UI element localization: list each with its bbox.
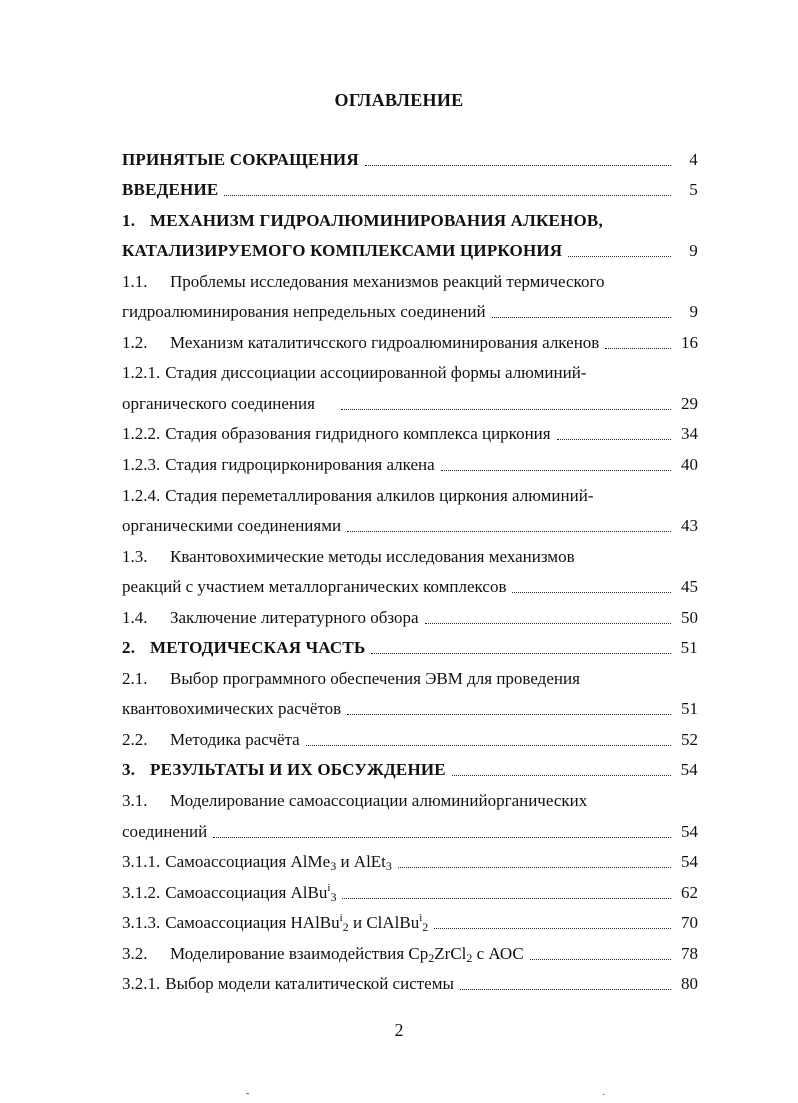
dot-leader (452, 775, 671, 776)
toc-entry-title: органическими соединениями (122, 516, 342, 536)
page-title: ОГЛАВЛЕНИЕ (334, 90, 464, 110)
toc-entry-page: 4 (689, 149, 698, 169)
toc-entry-title: реакций с участием металлорганических комплексов (122, 577, 507, 597)
toc-entry-title: Выбор программного обеспечения ЭВМ для проведения (170, 668, 580, 688)
dot-leader (306, 745, 671, 746)
toc-entry-title: Самоассоциация AlBu$^i_3$ (165, 881, 337, 904)
toc-entry-page: 40 (681, 455, 698, 475)
toc-entry-title: МЕТОДИЧЕСКАЯ ЧАСТЬ (150, 638, 366, 658)
toc-entry-title: органического соединения (122, 393, 315, 413)
toc-entry-page: 62 (681, 882, 698, 902)
toc-entry (122, 904, 698, 935)
toc-entry-title: ПРИНЯТЫЕ СОКРАЩЕНИЯ (122, 149, 359, 169)
dot-leader (224, 195, 671, 196)
toc-entry (122, 262, 698, 293)
toc-entry-number: 2.2. (122, 729, 148, 749)
dot-leader (512, 592, 671, 593)
toc-entry (122, 323, 698, 354)
dot-leader (434, 928, 671, 929)
toc-entry-title: Механизм каталитичсского гидроалюминирования алкенов (170, 332, 600, 352)
toc-entry (122, 629, 698, 660)
toc-entry-page: 54 (681, 852, 698, 872)
toc-entry-title: Стадия гидроцирконирования алкена (165, 455, 435, 475)
toc-entry-title: РЕЗУЛЬТАТЫ И ИХ ОБСУЖДЕНИЕ (150, 760, 446, 780)
toc-entry-title: ВВЕДЕНИЕ (122, 180, 219, 200)
toc-entry (122, 781, 698, 812)
toc-entry-number: 1.2. (122, 332, 148, 352)
dot-leader (365, 165, 671, 166)
toc-entry (122, 201, 698, 232)
toc-entry-number: 3.1. (122, 791, 148, 811)
toc-entry-page: 51 (680, 638, 698, 658)
toc-entry-number: 3.2. (122, 943, 148, 963)
toc-entry-title: Заключение литературного обзора (170, 607, 419, 627)
toc-entry-page: 43 (681, 516, 698, 536)
toc-entry-title: Стадия диссоциации ассоциированной формы алюминий- (165, 363, 587, 383)
dot-leader (347, 531, 671, 532)
toc-entry (122, 232, 698, 263)
toc-entry-title: Стадия образования гидридного комплекса циркония (165, 424, 551, 444)
scan-mark: · (602, 1090, 606, 1101)
toc-entry-page: 9 (689, 302, 698, 322)
toc-entry-number: 1.4. (122, 607, 148, 627)
toc-entry-number: 1.2.4. (122, 485, 161, 505)
dot-leader (492, 317, 671, 318)
dot-leader (398, 867, 671, 868)
toc-entry-number: 3.2.1. (122, 974, 161, 994)
toc-entry-page: 5 (689, 180, 698, 200)
toc-entry-number: 3. (122, 760, 136, 780)
toc-entry-page: 45 (681, 577, 698, 597)
toc-entry (122, 171, 698, 202)
toc-entry-title: Квантовохимические методы исследования механизмов (170, 546, 575, 566)
toc-entry (122, 690, 698, 721)
toc-entry-title: гидроалюминирования непредельных соединений (122, 302, 486, 322)
toc-entry-number: 3.1.2. (122, 882, 161, 902)
toc-entry (122, 934, 698, 965)
toc-entry-number: 1.3. (122, 546, 148, 566)
toc-entry-page: 54 (680, 760, 698, 780)
toc-entry-title: Проблемы исследования механизмов реакций термического (170, 271, 605, 291)
toc-entry (122, 751, 698, 782)
toc-entry (122, 873, 698, 904)
dot-leader (341, 409, 671, 410)
toc-entry (122, 445, 698, 476)
toc-entry-number: 3.1.1. (122, 852, 161, 872)
dot-leader (530, 959, 671, 960)
dot-leader (568, 256, 671, 257)
toc-entry-page: 51 (681, 699, 698, 719)
dot-leader (425, 623, 671, 624)
toc-entry-title: КАТАЛИЗИРУЕМОГО КОМПЛЕКСАМИ ЦИРКОНИЯ (122, 241, 563, 261)
dot-leader (441, 470, 671, 471)
table-of-contents (122, 140, 698, 995)
toc-entry-page: 29 (681, 393, 698, 413)
toc-entry-number: 1.2.1. (122, 363, 161, 383)
dot-leader (557, 439, 671, 440)
toc-entry-page: 78 (681, 943, 698, 963)
toc-entry (122, 659, 698, 690)
toc-entry (122, 812, 698, 843)
toc-entry (122, 476, 698, 507)
toc-entry-number: 1.2.3. (122, 455, 161, 475)
toc-entry-number: 2. (122, 638, 136, 658)
dot-leader (460, 989, 671, 990)
toc-entry-page: 50 (681, 607, 698, 627)
toc-entry-title: Выбор модели каталитической системы (165, 974, 454, 994)
toc-entry (122, 384, 698, 415)
toc-entry-page: 54 (681, 821, 698, 841)
toc-entry-title: МЕХАНИЗМ ГИДРОАЛЮМИНИРОВАНИЯ АЛКЕНОВ, (150, 210, 603, 230)
toc-entry (122, 843, 698, 874)
toc-entry-title: Самоассоциация HAlBu$^i_2$ и ClAlBu$^i_2$ (165, 912, 429, 935)
toc-entry-title: квантовохимических расчётов (122, 699, 342, 719)
toc-entry-page: 80 (681, 974, 698, 994)
dot-leader (347, 714, 671, 715)
toc-entry-number: 1. (122, 210, 136, 230)
toc-entry-title: Методика расчёта (170, 729, 300, 749)
toc-entry-number: 1.1. (122, 271, 148, 291)
toc-entry-title: Самоассоциация AlMe$_3$ и AlEt$_3$ (165, 852, 392, 874)
toc-entry-page: 52 (681, 729, 698, 749)
toc-entry (122, 507, 698, 538)
toc-entry-page: 9 (689, 241, 698, 261)
toc-entry-title: Моделирование самоассоциации алюминийорганических (170, 791, 588, 811)
toc-entry (122, 568, 698, 599)
toc-entry (122, 720, 698, 751)
toc-entry (122, 537, 698, 568)
dot-leader (371, 653, 671, 654)
toc-entry-number: 2.1. (122, 668, 148, 688)
dot-leader (605, 348, 671, 349)
toc-entry (122, 354, 698, 385)
toc-entry-page: 16 (681, 332, 698, 352)
toc-entry-page: 70 (681, 913, 698, 933)
page-number: 2 (394, 1020, 404, 1040)
toc-entry (122, 965, 698, 996)
toc-entry-title: соединений (122, 821, 208, 841)
dot-leader (213, 837, 671, 838)
dot-leader (342, 898, 671, 899)
toc-entry-title: Стадия переметаллирования алкилов циркония алюминий- (165, 485, 594, 505)
toc-entry-number: 1.2.2. (122, 424, 161, 444)
toc-entry-title: Моделирование взаимодействия $Cp_2ZrCl_2$ с АОС (170, 943, 524, 965)
toc-entry (122, 415, 698, 446)
toc-entry (122, 140, 698, 171)
toc-entry-number: 3.1.3. (122, 913, 161, 933)
toc-entry-page: 34 (681, 424, 698, 444)
toc-entry (122, 293, 698, 324)
toc-entry (122, 598, 698, 629)
scan-mark: - (246, 1088, 250, 1099)
